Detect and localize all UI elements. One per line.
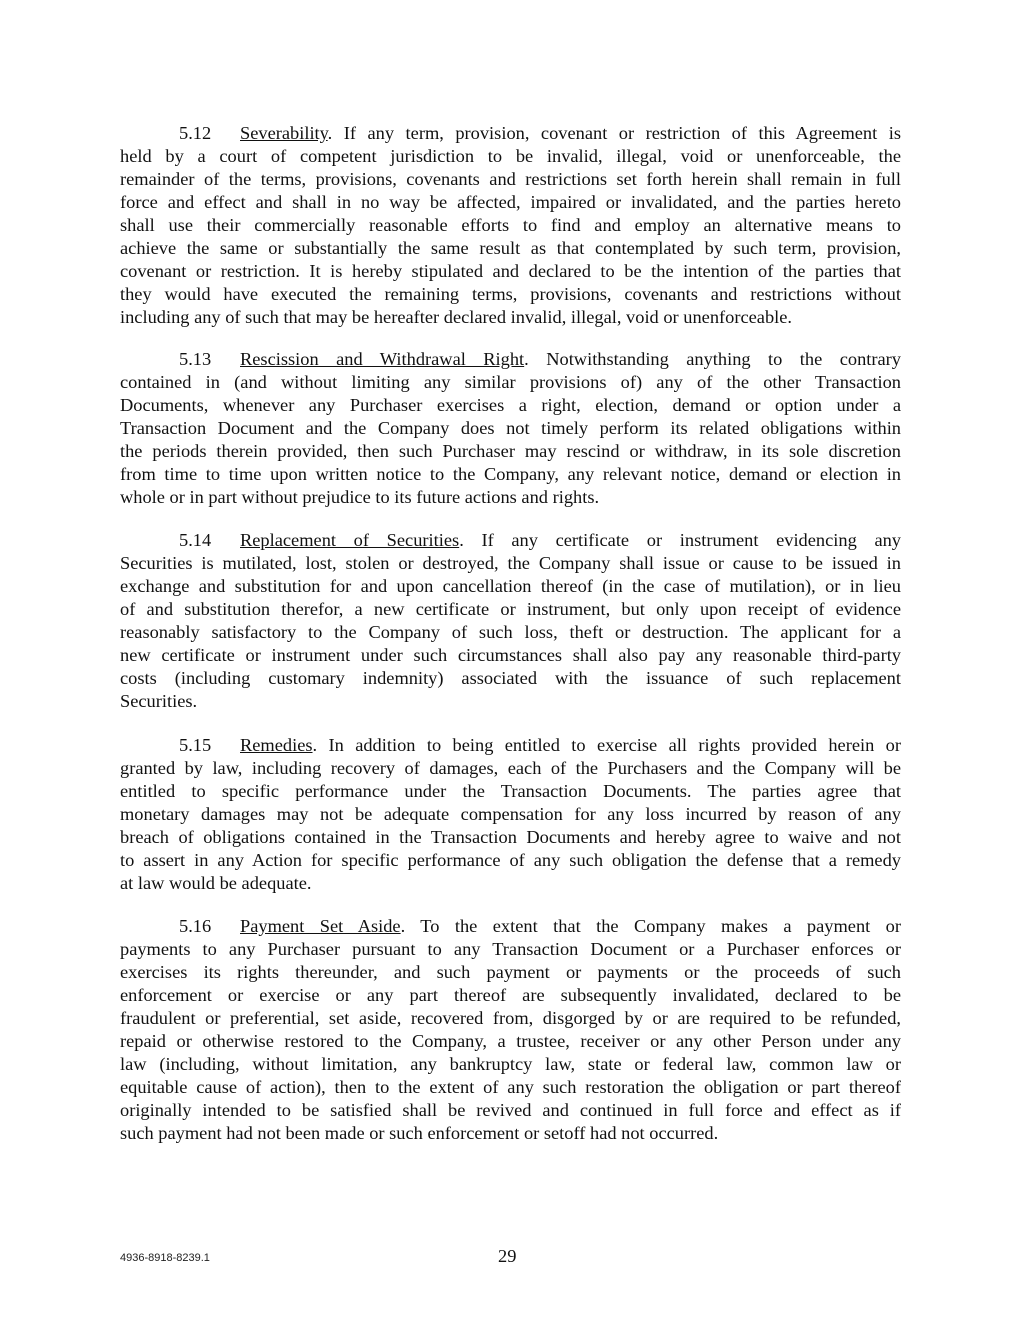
section-5-16	[120, 915, 901, 1145]
section-heading: Payment Set Aside	[240, 916, 401, 936]
section-line: enforcement or exercise or any part thereof are subsequently invalidated, declared to be	[120, 985, 901, 1005]
section-line: including any of such that may be hereafter declared invalid, illegal, void or unenforceable.	[120, 307, 793, 327]
section-number: 5.16	[179, 916, 212, 936]
section-line: Securities is mutilated, lost, stolen or destroyed, the Company shall issue or cause to be issued in	[120, 553, 901, 573]
section-line: force and effect and shall in no way be affected, impaired or invalidated, and the parties hereto	[120, 192, 901, 212]
section-line: shall use their commercially reasonable efforts to find and employ an alternative means to	[120, 215, 901, 235]
section-first-line	[120, 348, 901, 371]
section-line: at law would be adequate.	[120, 873, 312, 893]
section-line: exercises its rights thereunder, and such payment or payments or the proceeds of such	[120, 962, 901, 982]
section-text: . To the extent that the Company makes a payment or	[400, 916, 902, 936]
section-line: such payment had not been made or such enforcement or setoff had not occurred.	[120, 1123, 719, 1143]
section-line: entitled to specific performance under the Transaction Documents. The parties agree that	[120, 781, 901, 801]
section-number: 5.15	[179, 735, 212, 755]
section-heading: Replacement of Securities	[240, 530, 460, 550]
section-line: exchange and substitution for and upon cancellation thereof (in the case of mutilation), or in lieu	[120, 576, 901, 596]
section-text: . If any term, provision, covenant or restriction of this Agreement is	[327, 123, 901, 143]
section-line: Documents, whenever any Purchaser exercises a right, election, demand or option under a	[120, 395, 901, 415]
section-text: . If any certificate or instrument evidencing any	[459, 530, 901, 550]
section-line: costs (including customary indemnity) associated with the issuance of such replacement	[120, 668, 901, 688]
section-line: originally intended to be satisfied shall be revived and continued in full force and effect as if	[120, 1100, 901, 1120]
section-line: contained in (and without limiting any similar provisions of) any of the other Transaction	[120, 372, 901, 392]
section-number: 5.14	[179, 530, 212, 550]
section-first-line	[120, 529, 901, 552]
section-line: equitable cause of action), then to the extent of any such restoration the obligation or part thereof	[120, 1077, 901, 1097]
section-5-13	[120, 348, 901, 509]
section-line: monetary damages may not be adequate compensation for any loss incurred by reason of any	[120, 804, 901, 824]
section-line: achieve the same or substantially the same result as that contemplated by such term, provision,	[120, 238, 901, 258]
section-line: remainder of the terms, provisions, covenants and restrictions set forth herein shall remain in full	[120, 169, 901, 189]
section-line: of and substitution therefor, a new certificate or instrument, but only upon receipt of evidence	[120, 599, 901, 619]
section-5-14	[120, 529, 901, 713]
section-line: Transaction Document and the Company does not timely perform its related obligations within	[120, 418, 901, 438]
section-5-15	[120, 734, 901, 895]
section-line: to assert in any Action for specific performance of any such obligation the defense that a remedy	[120, 850, 901, 870]
section-line: law (including, without limitation, any bankruptcy law, state or federal law, common law or	[120, 1054, 901, 1074]
section-line: from time to time upon written notice to the Company, any relevant notice, demand or election in	[120, 464, 901, 484]
section-first-line	[120, 915, 901, 938]
section-line: granted by law, including recovery of damages, each of the Purchasers and the Company will be	[120, 758, 901, 778]
section-first-line	[120, 734, 901, 757]
section-text: . Notwithstanding anything to the contrary	[524, 349, 901, 369]
section-line: new certificate or instrument under such circumstances shall also pay any reasonable third-party	[120, 645, 901, 665]
section-heading: Remedies	[240, 735, 313, 755]
section-line: breach of obligations contained in the Transaction Documents and hereby agree to waive and not	[120, 827, 901, 847]
document-id: 4936-8918-8239.1	[120, 1252, 210, 1264]
section-line: they would have executed the remaining terms, provisions, covenants and restrictions without	[120, 284, 901, 304]
section-heading: Rescission and Withdrawal Right	[240, 349, 525, 369]
section-number: 5.12	[179, 123, 212, 143]
section-line: reasonably satisfactory to the Company of such loss, theft or destruction. The applicant for a	[120, 622, 901, 642]
section-line: held by a court of competent jurisdiction to be invalid, illegal, void or unenforceable, the	[120, 146, 901, 166]
section-line: covenant or restriction. It is hereby stipulated and declared to be the intention of the parties that	[120, 261, 901, 281]
section-line: the periods therein provided, then such Purchaser may rescind or withdraw, in its sole discretion	[120, 441, 901, 461]
section-line: repaid or otherwise restored to the Company, a trustee, receiver or any other Person under any	[120, 1031, 901, 1051]
section-line: Securities.	[120, 691, 198, 711]
section-text: . In addition to being entitled to exercise all rights provided herein or	[312, 735, 901, 755]
section-heading: Severability	[240, 123, 328, 143]
page-number: 29	[498, 1246, 517, 1266]
section-line: fraudulent or preferential, set aside, recovered from, disgorged by or are required to be refunded,	[120, 1008, 901, 1028]
section-first-line	[120, 122, 901, 145]
section-number: 5.13	[179, 349, 212, 369]
section-line: whole or in part without prejudice to its future actions and rights.	[120, 487, 600, 507]
section-5-12	[120, 122, 901, 329]
section-line: payments to any Purchaser pursuant to any Transaction Document or a Purchaser enforces or	[120, 939, 901, 959]
